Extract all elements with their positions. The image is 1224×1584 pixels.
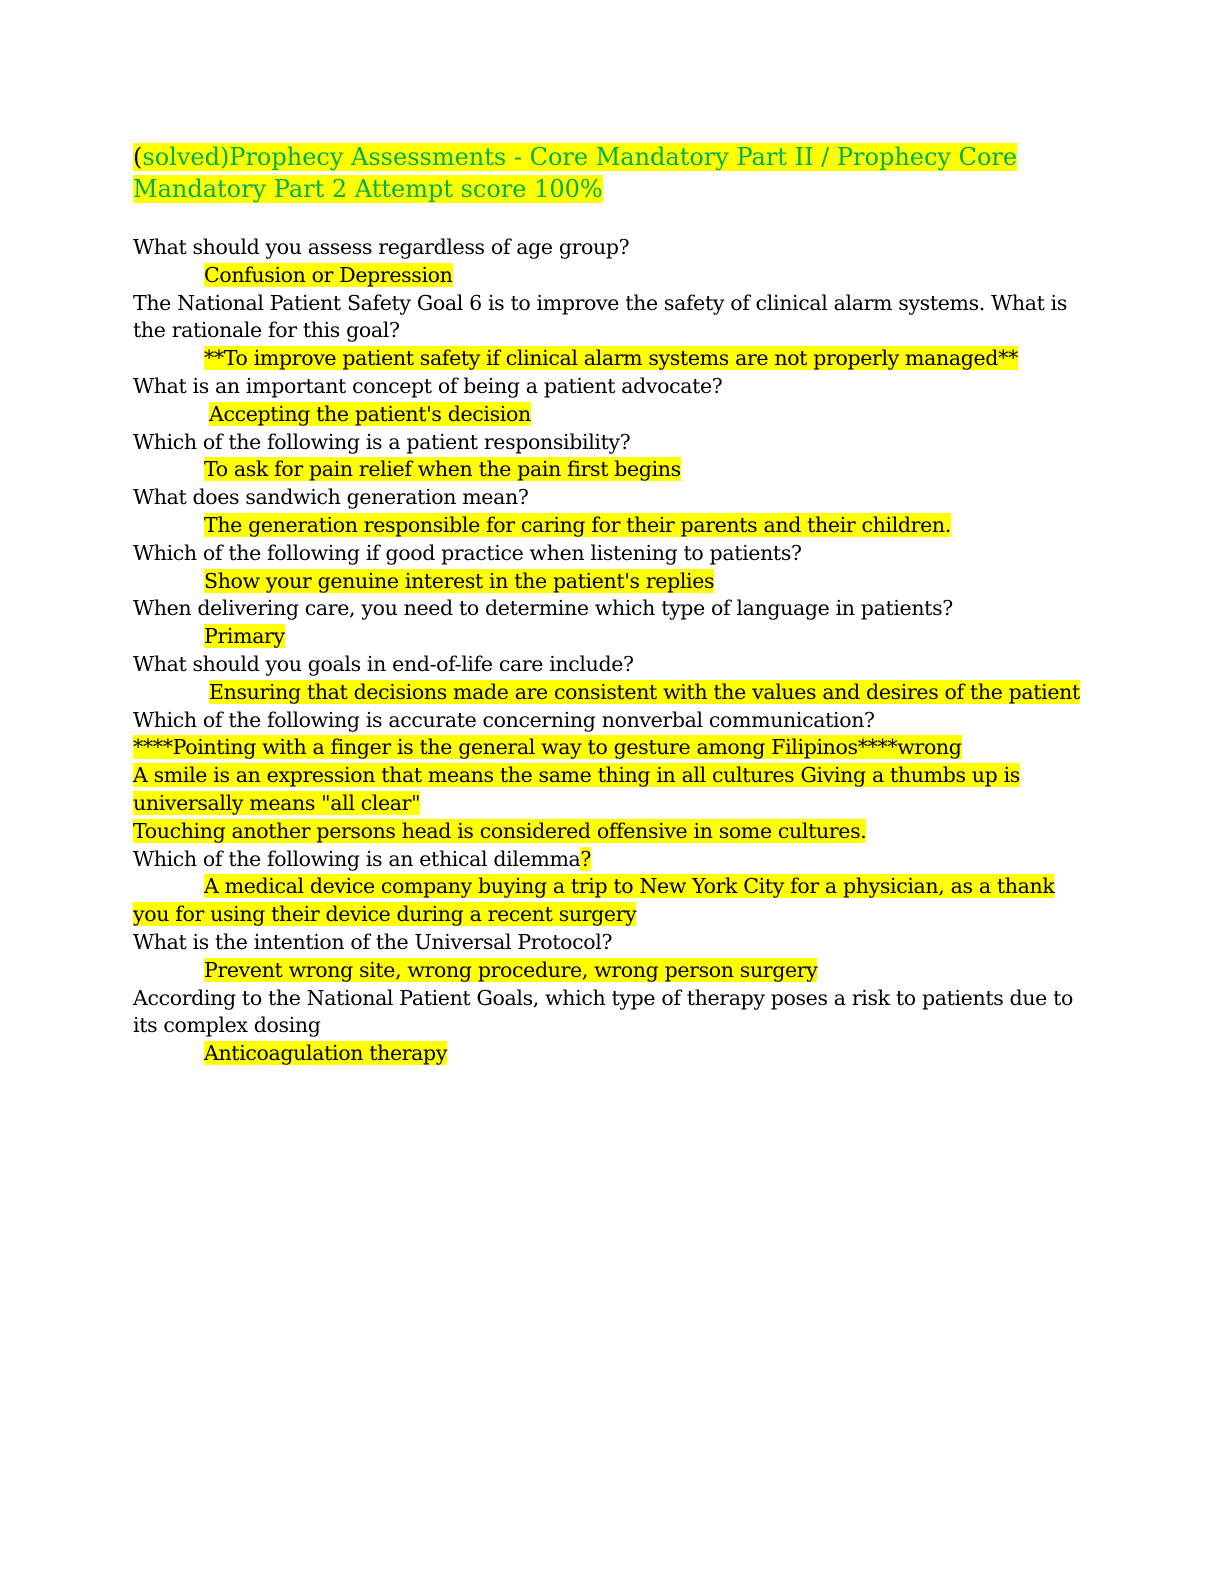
question-5: What does sandwich generation mean? — [133, 485, 529, 510]
answer-10-line-2 — [133, 901, 1093, 929]
question-10 — [133, 846, 1093, 874]
option-9-2-line-2 — [133, 790, 1093, 818]
answer-4: To ask for pain relief when the pain first begins — [204, 457, 681, 482]
answer-12-line — [133, 1040, 1093, 1068]
answer-10-part-1: A medical device company buying a trip to New York City for a physician, as a thank — [204, 874, 1055, 899]
question-10-text: Which of the following is an ethical dilemma — [133, 846, 581, 871]
qa-list — [133, 234, 1093, 1068]
answer-2: **To improve patient safety if clinical alarm systems are not properly managed** — [204, 346, 1018, 371]
question-8: What should you goals in end-of-life care include? — [133, 651, 634, 676]
question-9: Which of the following is accurate concerning nonverbal communication? — [133, 707, 875, 732]
option-9-1: ****Pointing with a finger is the general way to gesture among Filipinos****wrong — [133, 735, 962, 760]
option-9-1-line — [133, 734, 1093, 762]
answer-5-line — [133, 512, 1093, 540]
option-9-3: Touching another persons head is considered offensive in some cultures. — [133, 818, 867, 843]
option-9-2-part-2: universally means "all clear" — [133, 790, 421, 815]
answer-1: Confusion or Depression — [204, 262, 453, 287]
question-7: When delivering care, you need to determine which type of language in patients? — [133, 596, 953, 621]
option-9-3-line — [133, 818, 1093, 846]
question-2-line-1: The National Patient Safety Goal 6 is to improve the safety of clinical alarm systems. What is — [133, 290, 1067, 315]
answer-5: The generation responsible for caring for their parents and their children. — [204, 512, 951, 537]
answer-11-line — [133, 957, 1093, 985]
answer-2-line — [133, 345, 1093, 373]
answer-3: Accepting the patient's decision — [209, 401, 531, 426]
title-open-paren: ( — [133, 143, 143, 171]
title-highlight — [133, 143, 1017, 171]
question-2-line-2: the rationale for this goal? — [133, 318, 400, 343]
answer-3-line — [133, 401, 1093, 429]
answer-10-part-2: you for using their device during a recent surgery — [133, 902, 637, 927]
question-12-line-1: According to the National Patient Goals, which type of therapy poses a risk to patients due to — [133, 985, 1073, 1010]
answer-7-line — [133, 623, 1093, 651]
option-9-2-line-1 — [133, 762, 1093, 790]
answer-6-line — [133, 568, 1093, 596]
option-9-2-part-1: A smile is an expression that means the same thing in all cultures Giving a thumbs up is — [133, 763, 1020, 788]
answer-4-line — [133, 456, 1093, 484]
question-1: What should you assess regardless of age group? — [133, 235, 630, 259]
answer-8-line — [133, 679, 1093, 707]
title-line-2: Mandatory Part 2 Attempt score 100% — [133, 175, 603, 203]
title-line-1: solved)Prophecy Assessments - Core Mandatory Part II / Prophecy Core — [142, 143, 1018, 171]
answer-6: Show your genuine interest in the patient's replies — [204, 568, 715, 593]
answer-10-line-1 — [133, 873, 1093, 901]
question-12-line-2: its complex dosing — [133, 1013, 321, 1038]
question-11: What is the intention of the Universal Protocol? — [133, 929, 613, 954]
answer-11: Prevent wrong site, wrong procedure, wrong person surgery — [204, 957, 818, 982]
answer-7: Primary — [204, 624, 285, 649]
answer-8: Ensuring that decisions made are consistent with the values and desires of the patient — [209, 679, 1080, 704]
question-6: Which of the following if good practice when listening to patients? — [133, 540, 802, 565]
answer-12: Anticoagulation therapy — [204, 1041, 448, 1066]
document-title — [133, 141, 1033, 205]
question-4: Which of the following is a patient responsibility? — [133, 429, 631, 454]
question-3: What is an important concept of being a patient advocate? — [133, 373, 723, 398]
question-10-mark: ? — [580, 846, 592, 871]
answer-1-line — [133, 262, 1093, 290]
